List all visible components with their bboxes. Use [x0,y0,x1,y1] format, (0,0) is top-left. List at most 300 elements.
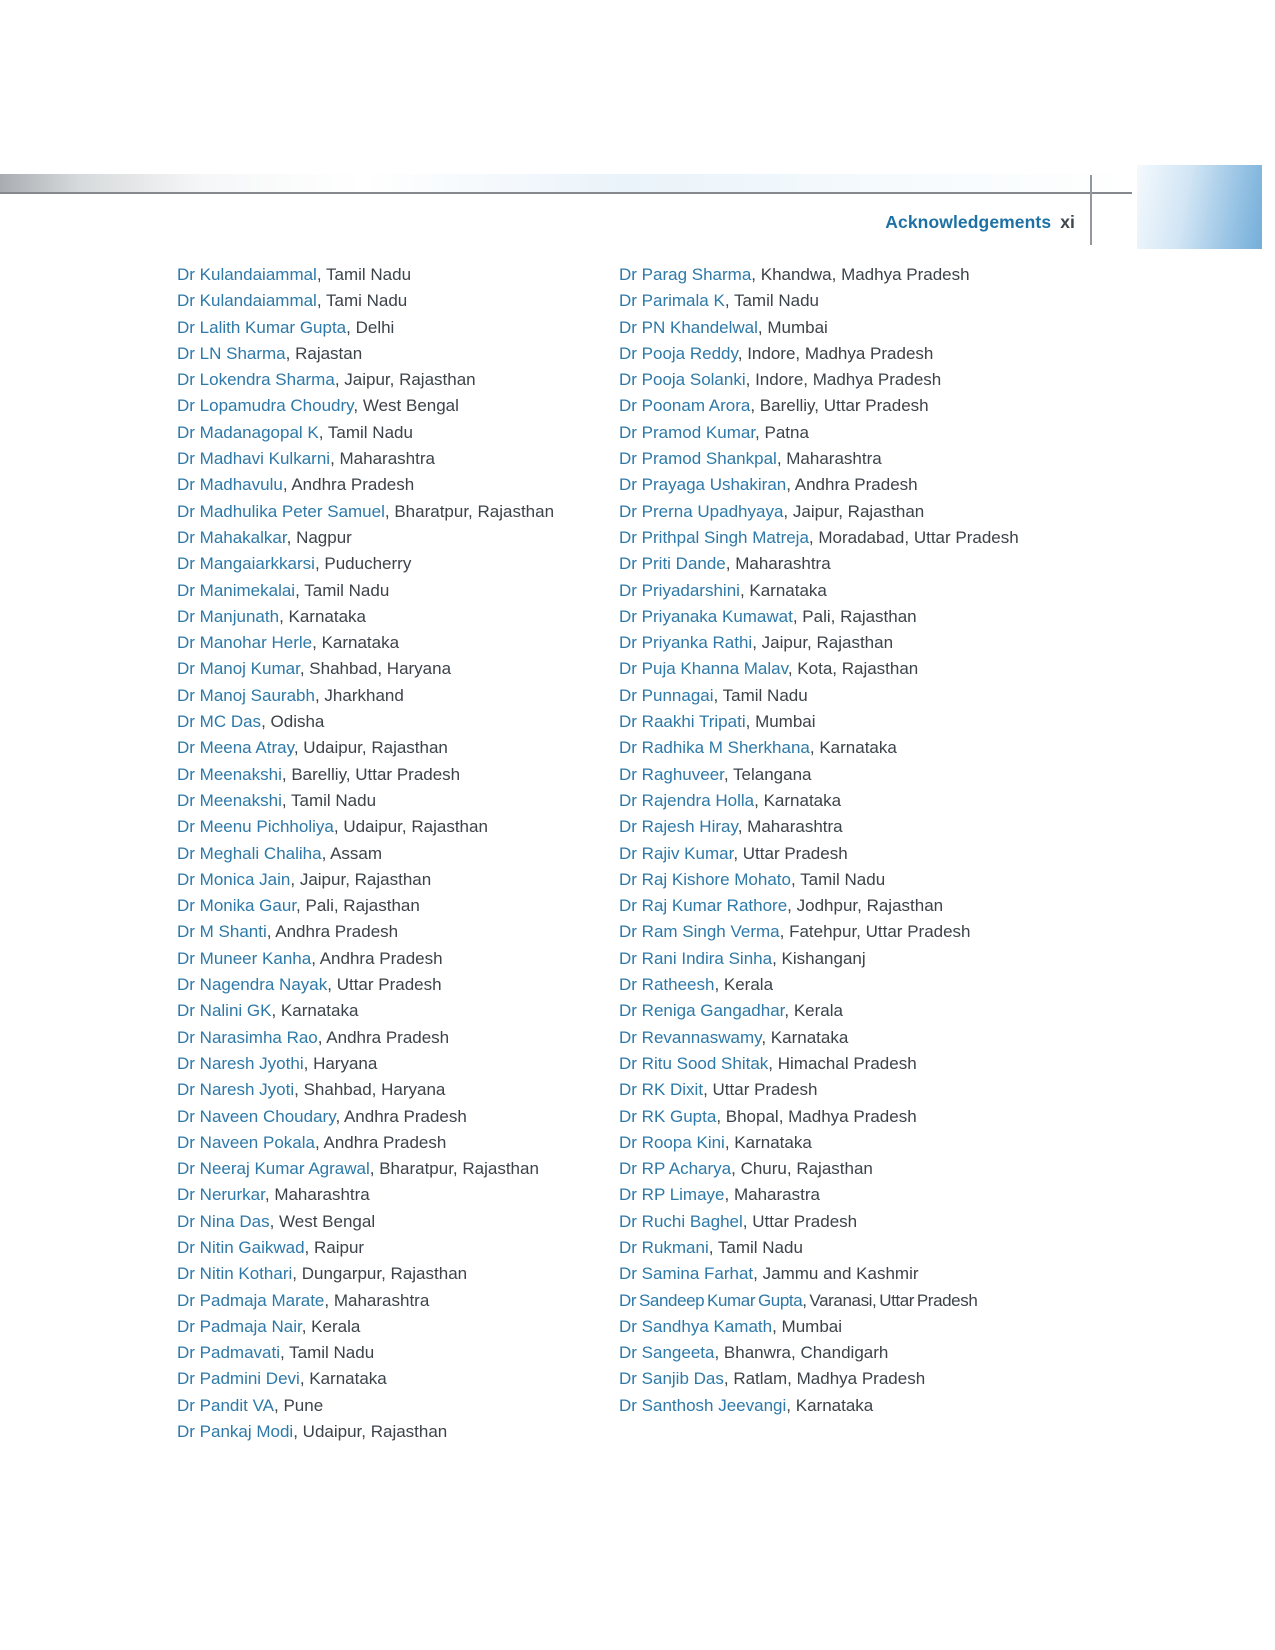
separator: , [290,869,300,889]
contributor-entry [177,919,617,945]
contributor-name: Dr Samina Farhat [619,1264,754,1284]
separator: , [754,790,764,810]
contributor-name: Dr Madanagopal K [177,422,319,442]
contributor-name: Dr Manohar Herle [177,633,313,653]
separator: , [286,527,297,547]
contributor-entry [177,1314,617,1340]
contributor-name: Dr Pandit VA [177,1395,275,1415]
contributor-name: Dr Reniga Gangadhar [619,1001,785,1021]
contributor-location: Khandwa, Madhya Pradesh [760,265,970,284]
contributor-entry [177,841,617,867]
contributor-location: Tamil Nadu [325,265,412,284]
contributor-location: Moradabad, Uttar Pradesh [818,527,1019,547]
contributor-name: Dr Priti Dande [619,554,726,574]
contributor-entry [177,604,617,630]
separator: , [292,1264,302,1284]
contributor-name: Dr Rajiv Kumar [619,843,734,863]
contributor-name: Dr RK Dixit [619,1080,704,1100]
contributor-location: Nagpur [296,527,352,547]
contributor-location: Kerala [311,1316,361,1336]
separator: , [311,948,320,968]
contributor-location: Kerala [793,1001,843,1021]
contributor-location: Maharashtra [747,817,843,837]
separator: , [752,633,762,653]
contributor-entry [619,867,1031,893]
contributor-name: Dr Raj Kumar Rathore [619,896,788,916]
contributor-entry [619,420,1031,446]
contributor-name: Dr Manimekalai [177,580,296,600]
contributor-name: Dr Rukmani [619,1237,709,1257]
separator: , [751,265,761,284]
contributor-name: Dr Priyadarshini [619,580,740,600]
contributor-location: Bharatpur, Rajasthan [379,1159,539,1179]
separator: , [279,606,289,626]
contributor-entry [177,499,617,525]
contributor-name: Dr Padmini Devi [177,1369,300,1389]
separator: , [281,764,292,784]
contributor-location: Tami Nadu [325,291,408,311]
contributor-entry [177,1288,617,1314]
contributor-name: Dr Santhosh Jeevangi [619,1395,787,1415]
contributor-entry [619,946,1031,972]
contributor-name: Dr Pooja Solanki [619,370,746,390]
contributor-location: Churu, Rajasthan [740,1159,873,1179]
separator: , [279,1343,290,1363]
contributor-name: Dr Meenakshi [177,764,282,784]
separator: , [725,554,736,574]
contributor-location: Andhra Pradesh [323,1132,447,1152]
contributor-entry [177,1130,617,1156]
contributor-entry [177,762,617,788]
contributor-name: Dr Naresh Jyoti [177,1080,295,1100]
separator: , [314,554,325,574]
header-vertical-rule [1090,175,1092,245]
contributor-entry [177,972,617,998]
contributor-location: Haryana [313,1053,378,1073]
contributor-name: Dr Parag Sharma [619,265,752,284]
separator: , [304,1237,314,1257]
contributor-location: Bharatpur, Rajasthan [394,501,555,521]
contributor-name: Dr Manoj Saurabh [177,685,315,705]
contributor-entry [177,788,617,814]
contributor-entry [177,709,617,735]
contributor-name: Dr Radhika M Sherkhana [619,738,810,758]
separator: , [772,948,782,968]
contributor-entry [177,1025,617,1051]
contributor-entry [619,1077,1031,1103]
contributor-location: Assam [330,843,383,863]
separator: , [299,1369,310,1389]
contributor-name: Dr Rani Indira Sinha [619,948,773,968]
contributor-location: Karnataka [734,1132,812,1152]
contributor-location: Tamil Nadu [327,422,413,442]
separator: , [713,685,723,705]
contributor-entry [619,1104,1031,1130]
contributor-name: Dr Muneer Kanha [177,948,312,968]
contributor-location: West Bengal [362,396,459,416]
contributor-entry [177,262,617,288]
separator: , [299,659,310,679]
contributor-location: Andhra Pradesh [326,1027,450,1047]
contributor-entry [177,1077,617,1103]
contributor-entry [177,1235,617,1261]
contributor-entry [177,341,617,367]
contributor-location: Udaipur, Rajasthan [302,1422,448,1442]
contributor-location: Pali, Rajasthan [305,896,420,916]
contributor-name: Dr Puja Khanna Malav [619,659,788,679]
contributor-location: Karnataka [763,790,842,810]
contributor-name: Dr MC Das [177,712,262,732]
contributor-entry [177,630,617,656]
contributor-name: Dr Rajendra Holla [619,790,755,810]
separator: , [294,1080,304,1100]
contributor-location: Maharashtra [274,1185,370,1205]
separator: , [784,1001,794,1021]
contributor-entry [619,499,1031,525]
corner-accent-block [1137,165,1262,249]
contributor-entry [619,709,1031,735]
contributor-location: Maharashtra [735,554,831,574]
contributor-name: Dr Monica Jain [177,869,291,889]
contributor-location: Pali, Rajasthan [802,606,917,626]
contributor-entry [177,1261,617,1287]
contributor-location: Rajastan [295,343,363,363]
separator: , [792,606,803,626]
contributor-name: Dr Raj Kishore Mohato [619,869,791,889]
contributor-entry [619,1025,1031,1051]
contributor-entry [177,393,617,419]
separator: , [786,1395,796,1415]
contributor-entry [619,998,1031,1024]
contributor-name: Dr Sangeeta [619,1343,715,1363]
separator: , [274,1395,284,1415]
contributor-location: Telangana [733,764,812,784]
contributor-entry [619,1261,1031,1287]
contributor-name: Dr Manjunath [177,606,280,626]
contributor-location: Barelliy, Uttar Pradesh [291,764,461,784]
contributor-name: Dr Padmaja Nair [177,1316,302,1336]
contributor-entry [619,578,1031,604]
contributor-location: Raipur [314,1237,365,1257]
separator: , [303,1053,314,1073]
contributor-location: Varanasi, Uttar Pradesh [809,1290,978,1310]
contributor-entry [619,814,1031,840]
contributor-name: Dr Revannaswamy [619,1027,762,1047]
contributor-name: Dr Lalith Kumar Gupta [177,317,347,337]
separator: , [739,580,750,600]
separator: , [703,1080,713,1100]
separator: , [802,1290,810,1310]
contributor-location: Tamil Nadu [291,790,377,810]
page-number: xi [1060,212,1075,232]
contributor-name: Dr Neeraj Kumar Agrawal [177,1159,370,1179]
separator: , [790,869,801,889]
separator: , [779,922,790,942]
separator: , [324,1290,334,1310]
separator: , [809,738,820,758]
contributor-location: Karnataka [770,1027,849,1047]
contributor-name: Dr Ritu Sood Shitak [619,1053,769,1073]
contributor-entry [619,315,1031,341]
separator: , [724,1132,735,1152]
contributor-entry [177,656,617,682]
contributor-location: Kerala [723,975,774,995]
contributor-name: Dr Kulandaiammal [177,265,317,284]
contributor-location: Tamil Nadu [722,685,808,705]
separator: , [293,1422,303,1442]
separator: , [316,291,326,311]
contributor-entry [177,446,617,472]
contributor-location: Tamil Nadu [717,1237,803,1257]
contributor-entry [619,1288,1031,1314]
contributor-location: Ratlam, Madhya Pradesh [733,1369,926,1389]
contributor-entry [177,551,617,577]
separator: , [334,370,345,390]
contributor-name: Dr Raghuveer [619,764,724,784]
contributor-name: Dr Sanjib Das [619,1369,724,1389]
contributor-name: Dr Meena Atray [177,738,294,758]
contributor-entry [177,1419,617,1445]
contributor-location: Mumbai [767,317,828,337]
contributor-location: Odisha [270,712,325,732]
contributor-name: Dr Punnagai [619,685,714,705]
contributor-location: Karnataka [321,633,400,653]
separator: , [753,1264,763,1284]
contributor-entry [177,1366,617,1392]
contributor-location: Maharashtra [333,1290,430,1310]
contributor-name: Dr Parimala K [619,291,725,311]
separator: , [264,1185,275,1205]
contributor-name: Dr Pooja Reddy [619,343,738,363]
contributor-name: Dr Pankaj Modi [177,1422,294,1442]
contributor-name: Dr Meghali Chaliha [177,843,322,863]
contributor-name: Dr Roopa Kini [619,1132,725,1152]
contributor-name: Dr Manoj Kumar [177,659,300,679]
separator: , [295,580,305,600]
contributor-entry [619,1051,1031,1077]
contributor-name: Dr Nitin Gaikwad [177,1237,305,1257]
contributor-location: Karnataka [819,738,897,758]
contributor-entry [177,1393,617,1419]
contributor-entry [619,1182,1031,1208]
header-gradient-band [0,174,1132,193]
separator: , [285,343,296,363]
contributor-location: Udaipur, Rajasthan [343,817,488,837]
contributor-entry [619,1156,1031,1182]
contributor-location: Maharastra [733,1185,820,1205]
separator: , [776,449,787,469]
contributor-entry [619,1235,1031,1261]
contributor-entry [619,630,1031,656]
contributor-entry [619,604,1031,630]
contributor-entry [619,446,1031,472]
contributor-name: Dr Madhulika Peter Samuel [177,501,385,521]
separator: , [281,790,292,810]
contributor-name: Dr Madhavi Kulkarni [177,449,331,469]
separator: , [327,975,337,995]
contributor-location: Andhra Pradesh [275,922,399,942]
contributor-entry [619,893,1031,919]
contributor-name: Dr Padmavati [177,1343,280,1363]
contributor-name: Dr Pramod Shankpal [619,449,777,469]
contributor-location: Jammu and Kashmir [762,1264,919,1284]
contributor-name: Dr Mangaiarkkarsi [177,554,315,574]
contributor-location: Karnataka [280,1001,359,1021]
contributor-entry [619,525,1043,551]
contributor-entry [619,919,1031,945]
contributor-name: Dr LN Sharma [177,343,286,363]
contributor-name: Dr Pramod Kumar [619,422,756,442]
separator: , [787,896,797,916]
contributor-location: Kishanganj [781,948,866,968]
separator: , [316,265,326,284]
contributor-entry [177,420,617,446]
separator: , [723,1369,734,1389]
contributor-entry [177,1051,617,1077]
separator: , [314,1132,324,1152]
separator: , [333,817,344,837]
contributor-location: Andhra Pradesh [794,475,918,495]
contributor-name: Dr PN Khandelwal [619,317,758,337]
separator: , [335,1106,344,1126]
contributor-entry [619,288,1031,314]
contributor-location: Jodhpur, Rajasthan [796,896,944,916]
contributor-name: Dr RK Gupta [619,1106,717,1126]
contributor-name: Dr Nagendra Nayak [177,975,328,995]
contributor-location: Indore, Madhya Pradesh [755,370,942,390]
contributor-location: Tamil Nadu [289,1343,375,1363]
contributor-entry [177,893,617,919]
contributor-entry [177,735,617,761]
contributor-location: Jaipur, Rajasthan [344,370,476,390]
contributor-entry [177,998,617,1024]
contributor-location: Karnataka [309,1369,387,1389]
contributor-name: Dr Naveen Pokala [177,1132,315,1152]
contributor-name: Dr Sandeep Kumar Gupta [619,1290,803,1310]
contributor-entry [619,1130,1031,1156]
contributor-location: Indore, Madhya Pradesh [747,343,934,363]
contributor-location: Andhra Pradesh [343,1106,467,1126]
contributor-entry [619,551,1031,577]
contributor-entry [177,472,617,498]
contributor-entry [619,393,1031,419]
separator: , [761,1027,771,1047]
contributor-name: Dr Sandhya Kamath [619,1316,773,1336]
separator: , [723,764,734,784]
separator: , [737,343,748,363]
contributor-name: Dr Ratheesh [619,975,715,995]
contributor-entry [177,1104,617,1130]
contributor-name: Dr Mahakalkar [177,527,287,547]
contributor-name: Dr M Shanti [177,922,267,942]
header-rule [0,192,1132,194]
contributor-name: Dr Prayaga Ushakiran [619,475,787,495]
contributor-entry [619,683,1031,709]
contributor-name: Dr Priyanka Rathi [619,633,753,653]
contributor-name: Dr Nitin Kothari [177,1264,293,1284]
contributor-entry [619,656,1031,682]
contributor-location: Mumbai [781,1316,843,1336]
contributor-entry [177,867,617,893]
separator: , [755,422,765,442]
contributor-location: Karnataka [749,580,827,600]
separator: , [742,1211,753,1231]
contributor-location: Karnataka [288,606,367,626]
separator: , [745,370,756,390]
separator: , [312,633,322,653]
contributor-location: Maharashtra [786,449,882,469]
contributor-location: Bhanwra, Chandigarh [723,1343,889,1363]
contributor-name: Dr Poonam Arora [619,396,751,416]
separator: , [321,843,331,863]
separator: , [750,396,760,416]
contributor-location: Uttar Pradesh [712,1080,818,1100]
contributor-name: Dr Raakhi Tripati [619,712,746,732]
contributor-entry [619,1393,1031,1419]
separator: , [724,291,734,311]
separator: , [708,1237,718,1257]
contributor-name: Dr RP Acharya [619,1159,732,1179]
contributor-entry [619,1209,1031,1235]
contributor-location: Puducherry [324,554,412,574]
contributor-entry [177,367,617,393]
contributor-entry [619,788,1031,814]
contributor-location: Barelliy, Uttar Pradesh [759,396,929,416]
separator: , [733,843,743,863]
contributor-location: Maharashtra [339,449,435,469]
contributor-location: Dungarpur, Rajasthan [301,1264,468,1284]
contributor-location: Pune [283,1395,324,1415]
separator: , [301,1316,312,1336]
contributor-location: Uttar Pradesh [752,1211,858,1231]
contributor-entry [177,315,617,341]
contributor-location: Tamil Nadu [733,291,819,311]
contributor-location: Kota, Rajasthan [797,659,919,679]
contributor-entry [619,735,1031,761]
contributor-location: Karnataka [795,1395,874,1415]
separator: , [293,738,304,758]
contributor-name: Dr RP Limaye [619,1185,725,1205]
contributor-location: Shahbad, Haryana [303,1080,446,1100]
contributor-entry [619,262,1031,288]
contributor-location: Tamil Nadu [304,580,390,600]
contributor-name: Dr Rajesh Hiray [619,817,738,837]
separator: , [269,1211,280,1231]
running-header [0,212,1075,233]
contributor-name: Dr Monika Gaur [177,896,297,916]
separator: , [714,1343,724,1363]
contributor-location: Jaipur, Rajasthan [761,633,894,653]
contributor-location: Shahbad, Haryana [309,659,452,679]
separator: , [768,1053,778,1073]
contributor-location: Himachal Pradesh [777,1053,917,1073]
separator: , [714,975,724,995]
separator: , [271,1001,281,1021]
contributor-name: Dr Prithpal Singh Matreja [619,527,809,547]
contributor-entry [177,1182,617,1208]
contributor-location: Jaipur, Rajasthan [792,501,925,521]
separator: , [772,1316,782,1336]
separator: , [266,922,276,942]
contributor-entry [619,341,1031,367]
contributor-location: Delhi [355,317,395,337]
contributor-name: Dr Meenakshi [177,790,282,810]
separator: , [330,449,340,469]
contributor-name: Dr Naveen Choudary [177,1106,336,1126]
contributor-entry [619,762,1031,788]
contributor-name: Dr Nerurkar [177,1185,265,1205]
contributors-column-right [619,262,1031,1419]
